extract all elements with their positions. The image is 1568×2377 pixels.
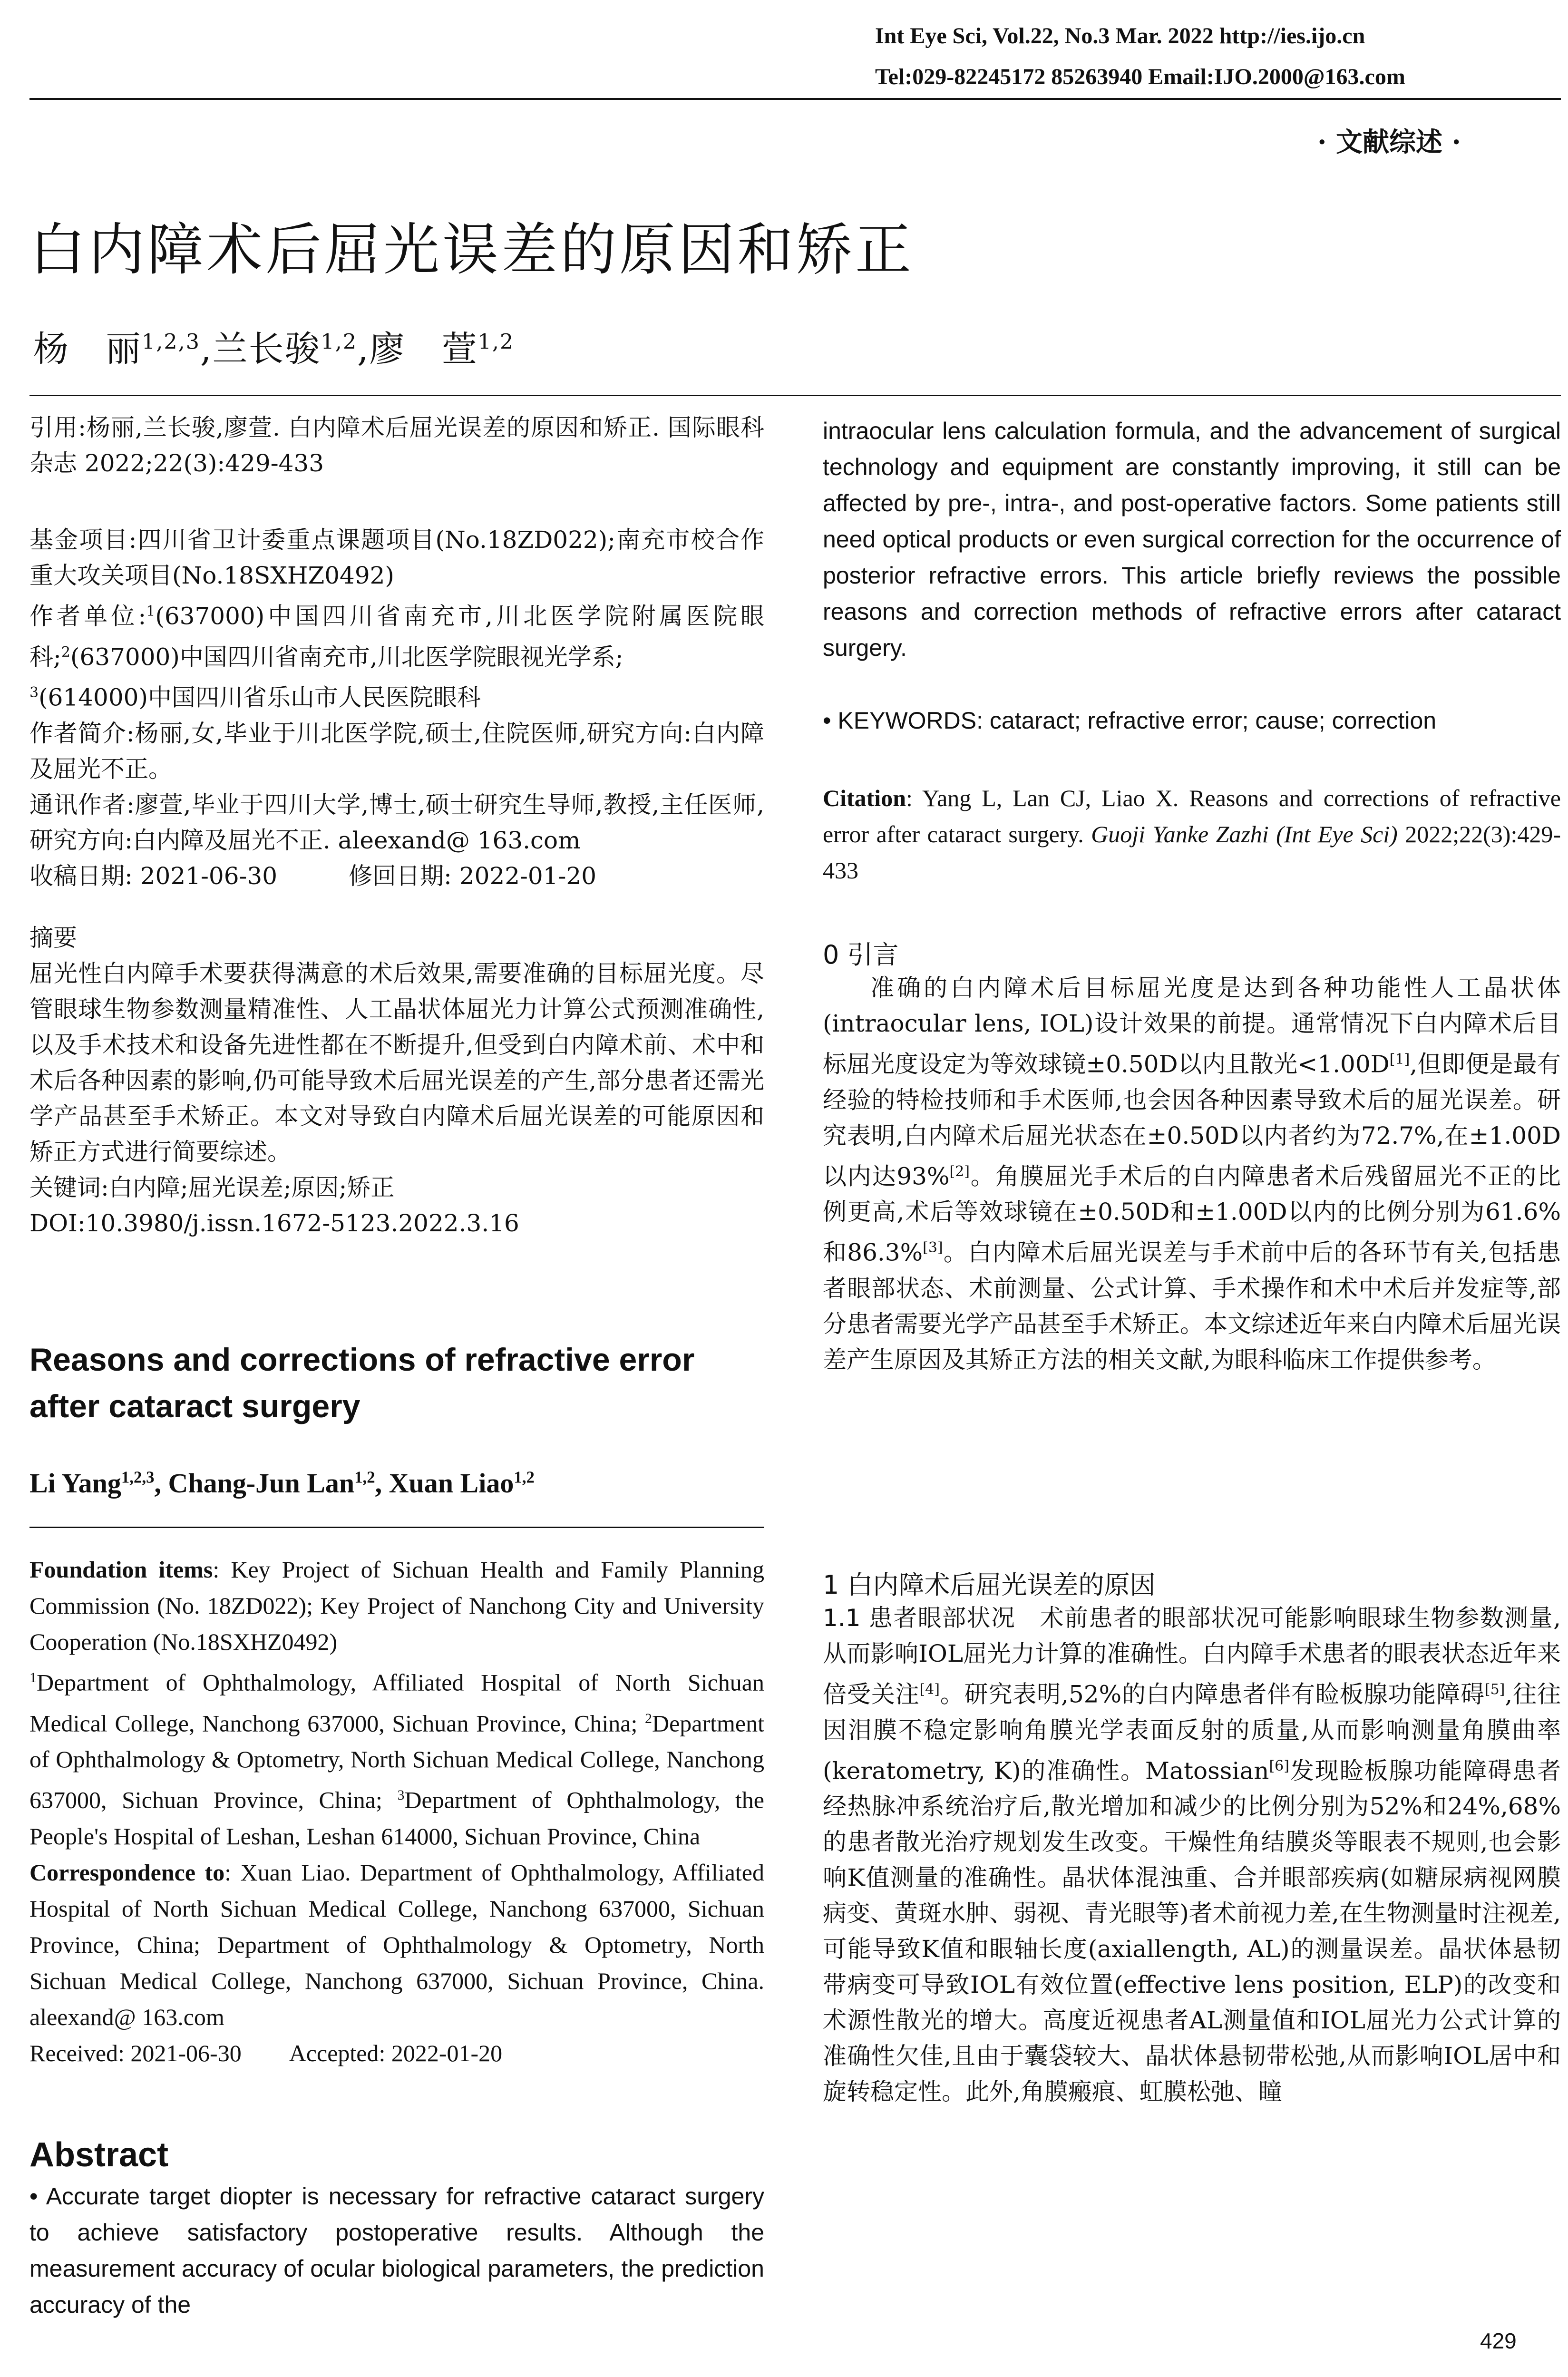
authors-en: Li Yang$^{1,2,3}$, Chang-Jun Lan$^{1,2}$, Xuan Liao$^{1,2}$ <box>29 1468 535 1499</box>
title-divider <box>29 395 1561 396</box>
corr-text-en: : Xuan Liao. Department of Ophthalmology, Affiliated Hospital of North Sichuan Medical College, Nanchong 637000, Sichuan Province, China; Department of Ophthalmology & Optometry, North Sichuan Medical College, Nanchong 637000, Sichuan Province, China. aleexand@ 163.com <box>29 1859 764 2030</box>
citation-text-en: : Yang L, Lan CJ, Liao X. Reasons and corrections of refractive error after cataract surgery. <box>823 785 1561 848</box>
reference-mark: [4] <box>919 1681 940 1698</box>
author-affil-sup: 1,2 <box>477 330 515 354</box>
body-text: 。白内障术后屈光误差与手术前中后的各环节有关,包括患者眼部状态、术前测量、公式计算、手术操作和术中术后并发症等,部分患者需要光学产品甚至手术矫正。本文综述近年来白内障术后屈光误差产生原因及其矫正方法的相关文献,为眼科临床工作提供参考。 <box>823 1238 1561 1374</box>
section-1-heading: 1 白内障术后屈光误差的原因 <box>823 1570 1156 1600</box>
affil-sup: 3 <box>397 1787 405 1803</box>
unit-text: (637000)中国四川省南充市,川北医学院附属医院眼科; <box>29 602 765 671</box>
citation-text: :杨丽,兰长骏,廖萱. 白内障术后屈光误差的原因和矫正. 国际眼科杂志 2022;22(3):429-433 <box>29 414 765 477</box>
front-matter-en <box>29 1551 764 2071</box>
reference-mark: [5] <box>1484 1681 1505 1698</box>
abstract-heading-en: Abstract <box>29 2136 169 2174</box>
abstract-heading-cn: 摘要 <box>29 924 77 952</box>
keywords-label: 关键词 <box>29 1174 101 1201</box>
body-text: 。研究表明,52%的白内障患者伴有睑板腺功能障碍 <box>939 1680 1485 1708</box>
author-affil-sup: 1,2 <box>321 330 358 354</box>
authors-cn <box>33 321 514 371</box>
reference-mark: [2] <box>949 1163 970 1180</box>
citation-label-en: Citation <box>823 785 906 811</box>
author-affil-sup: 1,2 <box>514 1468 535 1487</box>
affiliation-text: Department of Ophthalmology, the People's Hospital of Leshan, Leshan 614000, Sichuan Province, China <box>29 1786 765 1850</box>
unit-text: (614000)中国四川省乐山市人民医院眼科 <box>39 683 481 711</box>
author-affil-sup: 1,2,3 <box>121 1468 155 1487</box>
citation-text-en: 2022;22(3):429-433 <box>823 821 1561 884</box>
affil-sup: 2 <box>61 643 70 661</box>
received-dates-en: Received: 2021-06-30 Accepted: 2022-01-20 <box>29 2039 503 2066</box>
body-text: ,往往因泪膜不稳定影响角膜光学表面反射的质量,从而影响测量角膜曲率(keratometry, K)的准确性。Matossian <box>823 1680 1561 1785</box>
author-name: Chang-Jun Lan <box>168 1468 355 1499</box>
citation-cn <box>29 410 764 481</box>
corr-label: 通讯作者 <box>29 790 127 818</box>
body-text: ,但即便是最有经验的特检技师和手术医师,也会因各种因素导致术后的屈光误差。研究表明,白内障术后屈光状态在±0.50D以内者约为72.7%,在±1.00D以内达93% <box>823 1050 1561 1190</box>
citation-journal: Guoji Yanke Zazhi (Int Eye Sci) <box>1091 821 1398 848</box>
affil-sup: 3 <box>29 684 39 701</box>
citation-label: 引用 <box>29 414 78 441</box>
unit-text: : <box>138 602 146 630</box>
author-affil-sup: 1,2,3 <box>142 330 200 354</box>
author-affil-sup: 1,2 <box>354 1468 375 1487</box>
abstract-cn <box>29 920 764 1241</box>
section-tag: · 文献综述 · <box>1317 127 1461 158</box>
corr-text: :廖萱,毕业于四川大学,博士,硕士研究生导师,教授,主任医师,研究方向:白内障及屈光不正. aleexand@ 163.com <box>29 790 764 854</box>
citation-en <box>823 780 1561 888</box>
abstract-text-cn: 屈光性白内障手术要获得满意的术后效果,需要准确的目标屈光度。尽管眼球生物参数测量精准性、人工晶状体屈光力计算公式预测准确性,以及手术技术和设备先进性都在不断提升,但受到白内障术前、术中和术后各种因素的影响,仍可能导致术后屈光误差的产生,部分患者还需光学产品甚至手术矫正。本文对导致白内障术后屈光误差的可能原因和矫正方式进行简要综述。 <box>29 960 764 1166</box>
unit-label: 作者单位 <box>29 602 138 630</box>
author-sep: , <box>357 329 370 370</box>
author-name: 杨 丽 <box>33 329 142 370</box>
author-divider <box>29 1527 764 1528</box>
journal-header-line1: Int Eye Sci, Vol.22, No.3 Mar. 2022 http://ies.ijo.cn <box>875 23 1365 49</box>
body-text: 准确的白内障术后目标屈光度是达到各种功能性人工晶状体(intraocular lens, IOL)设计效果的前提。通常情况下白内障术后目标屈光度设定为等效球镜±0.50D以内且散光<1.00D <box>823 974 1561 1078</box>
author-name: Li Yang <box>29 1468 121 1499</box>
fund-text: :四川省卫计委重点课题项目(No.18ZD022);南充市校合作重大攻关项目(No.18SXHZ0492) <box>29 526 765 589</box>
body-text: 。角膜屈光手术后的白内障患者术后残留屈光不正的比例更高,术后等效球镜在±0.50D和±1.00D以内的比例分别为61.6%和86.3% <box>823 1162 1561 1266</box>
article-title-cn: 白内障术后屈光误差的原因和矫正 <box>29 217 915 283</box>
doi: DOI:10.3980/j.issn.1672-5123.2022.3.16 <box>29 1209 519 1237</box>
affil-sup: 1 <box>29 1670 37 1685</box>
author-name: 廖 萱 <box>369 329 478 370</box>
page-number: 429 <box>1480 2328 1517 2353</box>
unit-text: (637000)中国四川省南充市,川北医学院眼视光学系; <box>70 643 623 671</box>
section-0-heading: 0 引言 <box>823 940 899 970</box>
section-0-body <box>823 970 1561 1378</box>
fund-label-en: Foundation items <box>29 1556 213 1583</box>
fund-text-en: : Key Project of Sichuan Health and Family Planning Commission (No. 18ZD022); Key Project of Nanchong City and University Cooperation (No.18SXHZ0492) <box>29 1556 764 1655</box>
body-text: 发现睑板腺功能障碍患者经热脉冲系统治疗后,散光增加和减少的比例分别为52%和24%,68%的患者散光治疗规划发生改变。干燥性角结膜炎等眼表不规则,也会影响K值测量的准确性。晶状体混浊重、合并眼部疾病(如糖尿病视网膜病变、黄斑水肿、弱视、青光眼等)者术前视力差,在生物测量时注视差,可能导致K值和眼轴长度(axiallength, AL)的测量误差。晶状体悬韧带病变可导致IOL有效位置(effective lens position, ELP)的改变和术源性散光的增大。高度近视患者AL测量值和IOL屈光力公式计算的准确性欠佳,且由于囊袋较大、晶状体悬韧带松弛,从而影响IOL居中和旋转稳定性。此外,角膜瘢痕、虹膜松弛、瞳 <box>823 1757 1561 2106</box>
fund-label: 基金项目 <box>29 526 129 554</box>
author-sep: , <box>200 329 213 370</box>
affiliation-text: Department of Ophthalmology & Optometry, North Sichuan Medical College, Nanchong 637000, Sichuan Province, China; <box>29 1710 765 1813</box>
reference-mark: [3] <box>923 1239 943 1257</box>
section-1-1-body <box>823 1600 1561 2110</box>
affil-sup: 2 <box>645 1710 652 1726</box>
abstract-text-en-cont: intraocular lens calculation formula, and the advancement of surgical technology and equipment are constantly improving, it still can be affected by pre-, intra-, and post-operative factors. Some patients still need optical products or even surgical correction for the occurrence of posterior refractive errors. This article briefly reviews the possible reasons and correction methods of refractive errors after cataract surgery. <box>823 418 1561 661</box>
keywords-en: • KEYWORDS: cataract; refractive error; cause; correction <box>823 707 1437 734</box>
reference-mark: [1] <box>1389 1051 1410 1068</box>
bio-label: 作者简介 <box>29 719 127 747</box>
subsection-1-1-heading: 1.1 患者眼部状况 <box>823 1604 1016 1632</box>
keywords-text: :白内障;屈光误差;原因;矫正 <box>101 1174 395 1201</box>
article-title-en: Reasons and corrections of refractive error after cataract surgery <box>29 1342 695 1424</box>
affil-sup: 1 <box>146 603 156 620</box>
front-matter-cn <box>29 522 764 894</box>
body-text: 术前患者的眼部状况可能影响眼球生物参数测量,从而影响IOL屈光力计算的准确性。白内障手术患者的眼表状态近年来倍受关注 <box>823 1604 1561 1708</box>
affiliation-text: Department of Ophthalmology, Affiliated Hospital of North Sichuan Medical College, Nanchong 637000, Sichuan Province, China; <box>29 1669 764 1737</box>
bio-text: :杨丽,女,毕业于川北医学院,硕士,住院医师,研究方向:白内障及屈光不正。 <box>29 719 764 783</box>
author-name: 兰长骏 <box>212 329 321 370</box>
reference-mark: [6] <box>1269 1757 1289 1774</box>
header-divider <box>29 98 1561 100</box>
corr-label-en: Correspondence to <box>29 1859 225 1886</box>
author-name: Xuan Liao <box>389 1468 514 1499</box>
journal-header-line2: Tel:029-82245172 85263940 Email:IJO.2000@163.com <box>875 64 1405 89</box>
received-dates: 收稿日期: 2021-06-30 修回日期: 2022-01-20 <box>29 862 597 890</box>
abstract-text-en: • Accurate target diopter is necessary for refractive cataract surgery to achieve satisfactory postoperative results. Although the measurement accuracy of ocular biological parameters, the prediction accuracy of the <box>29 2183 764 2318</box>
